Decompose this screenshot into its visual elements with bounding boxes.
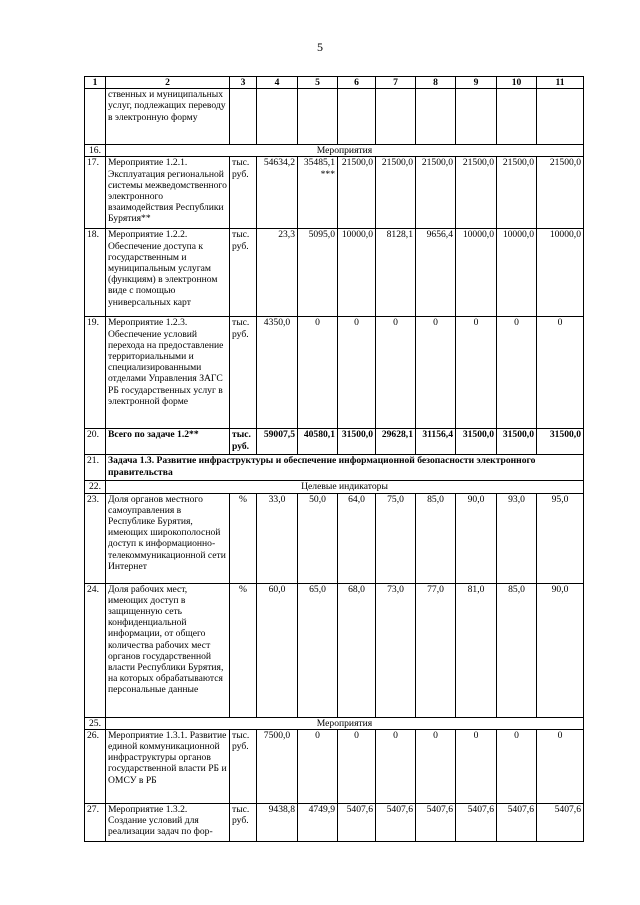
header-cell: 10 [497,77,537,89]
header-cell: 2 [106,77,230,89]
table-row: 23. Доля органов местного самоуправления в Республике Бурятия, имеющих широкополосной доступ к информационно-телекоммуникационной сети Интернет % 33,0 50,0 64,0 75,0 85,0 90,0 93,0 95,0 [85,493,584,583]
row-name: Доля органов местного самоуправления в Республике Бурятия, имеющих широкополосной доступ к информационно-телекоммуникационной сети Интернет [106,493,230,583]
table-row: 22. Целевые индикаторы [85,481,584,493]
section-label: Мероприятия [106,717,584,729]
header-row [85,77,584,89]
table-row: 26. Мероприятие 1.3.1. Развитие единой коммуникационной инфраструктуры органов государственной власти РБ и ОМСУ в РБ тыс. руб. 7500,0 0 0 0 0 0 0 0 [85,729,584,803]
table-row: 24. Доля рабочих мест, имеющих доступ в защищенную сеть конфиденциальной информации, от общего количества рабочих мест органов государственной власти Республики Бурятия, на которых обрабатываются персональные данные % 60,0 65,0 68,0 73,0 77,0 81,0 85,0 90,0 [85,583,584,717]
table-row: 21. Задача 1.3. Развитие инфраструктуры и обеспечение информационной безопасности электронного правительства [85,455,584,481]
row-name: Мероприятие 1.3.2. Создание условий для реализации задач по фор- [106,803,230,841]
table-row: 25. Мероприятия [85,717,584,729]
page-number: 5 [317,40,323,54]
header-cell: 5 [298,77,338,89]
header-cell: 8 [416,77,456,89]
row-name: Мероприятие 1.3.1. Развитие единой коммуникационной инфраструктуры органов государственной власти РБ и ОМСУ в РБ [106,729,230,803]
task-heading: Задача 1.3. Развитие инфраструктуры и обеспечение информационной безопасности электронного правительства [106,455,584,481]
table-row: 18. Мероприятие 1.2.2. Обеспечение доступа к государственным и муниципальным услугам (функциям) в электронном виде с помощью универсальных карт тыс. руб. 23,3 5095,0 10000,0 8128,1 9656,4 10000,0 10000,0 10000,0 [85,229,584,317]
table-row: 19. Мероприятие 1.2.3. Обеспечение условий перехода на предоставление территориальными и специализированными отделами Управления ЗАГС РБ государственных услуг в электронной форме тыс. руб. 4350,0 0 0 0 0 0 0 0 [85,317,584,429]
table-row: 16. Мероприятия [85,145,584,157]
header-cell: 11 [537,77,584,89]
table-row: 20. Всего по задаче 1.2** тыс. руб. 59007,5 40580,1 31500,0 29628,1 31156,4 31500,0 31500,0 31500,0 [85,429,584,455]
header-cell: 3 [230,77,257,89]
program-indicators-table [84,76,584,842]
row-name: Доля рабочих мест, имеющих доступ в защищенную сеть конфиденциальной информации, от общего количества рабочих мест органов государственной власти Республики Бурятия, на которых обрабатываются персональные данные [106,583,230,717]
row-name: Мероприятие 1.2.3. Обеспечение условий перехода на предоставление территориальными и специализированными отделами Управления ЗАГС РБ государственных услуг в электронной форме [106,317,230,429]
table-row: 27. Мероприятие 1.3.2. Создание условий для реализации задач по фор- тыс. руб. 9438,8 4749,9 5407,6 5407,6 5407,6 5407,6 5407,6 5407,6 [85,803,584,841]
row-name: Мероприятие 1.2.2. Обеспечение доступа к государственным и муниципальным услугам (функциям) в электронном виде с помощью универсальных карт [106,229,230,317]
header-cell: 9 [456,77,497,89]
row-name: Мероприятие 1.2.1. Эксплуатация региональной системы межведомственного электронного взаимодействия Республики Бурятия** [106,157,230,229]
header-cell: 6 [338,77,376,89]
table-row: 17. Мероприятие 1.2.1. Эксплуатация региональной системы межведомственного электронного взаимодействия Республики Бурятия** тыс. руб. 54634,2 35485,1*** 21500,0 21500,0 21500,0 21500,0 21500,0 21500,0 [85,157,584,229]
header-cell: 1 [85,77,106,89]
table-row [85,89,584,145]
section-label: Мероприятия [106,145,584,157]
header-cell: 4 [257,77,298,89]
header-cell: 7 [376,77,416,89]
row-name: ственных и муниципальных услуг, подлежащих переводу в электронную форму [106,89,230,145]
row-name: Всего по задаче 1.2** [106,429,230,455]
section-label: Целевые индикаторы [106,481,584,493]
